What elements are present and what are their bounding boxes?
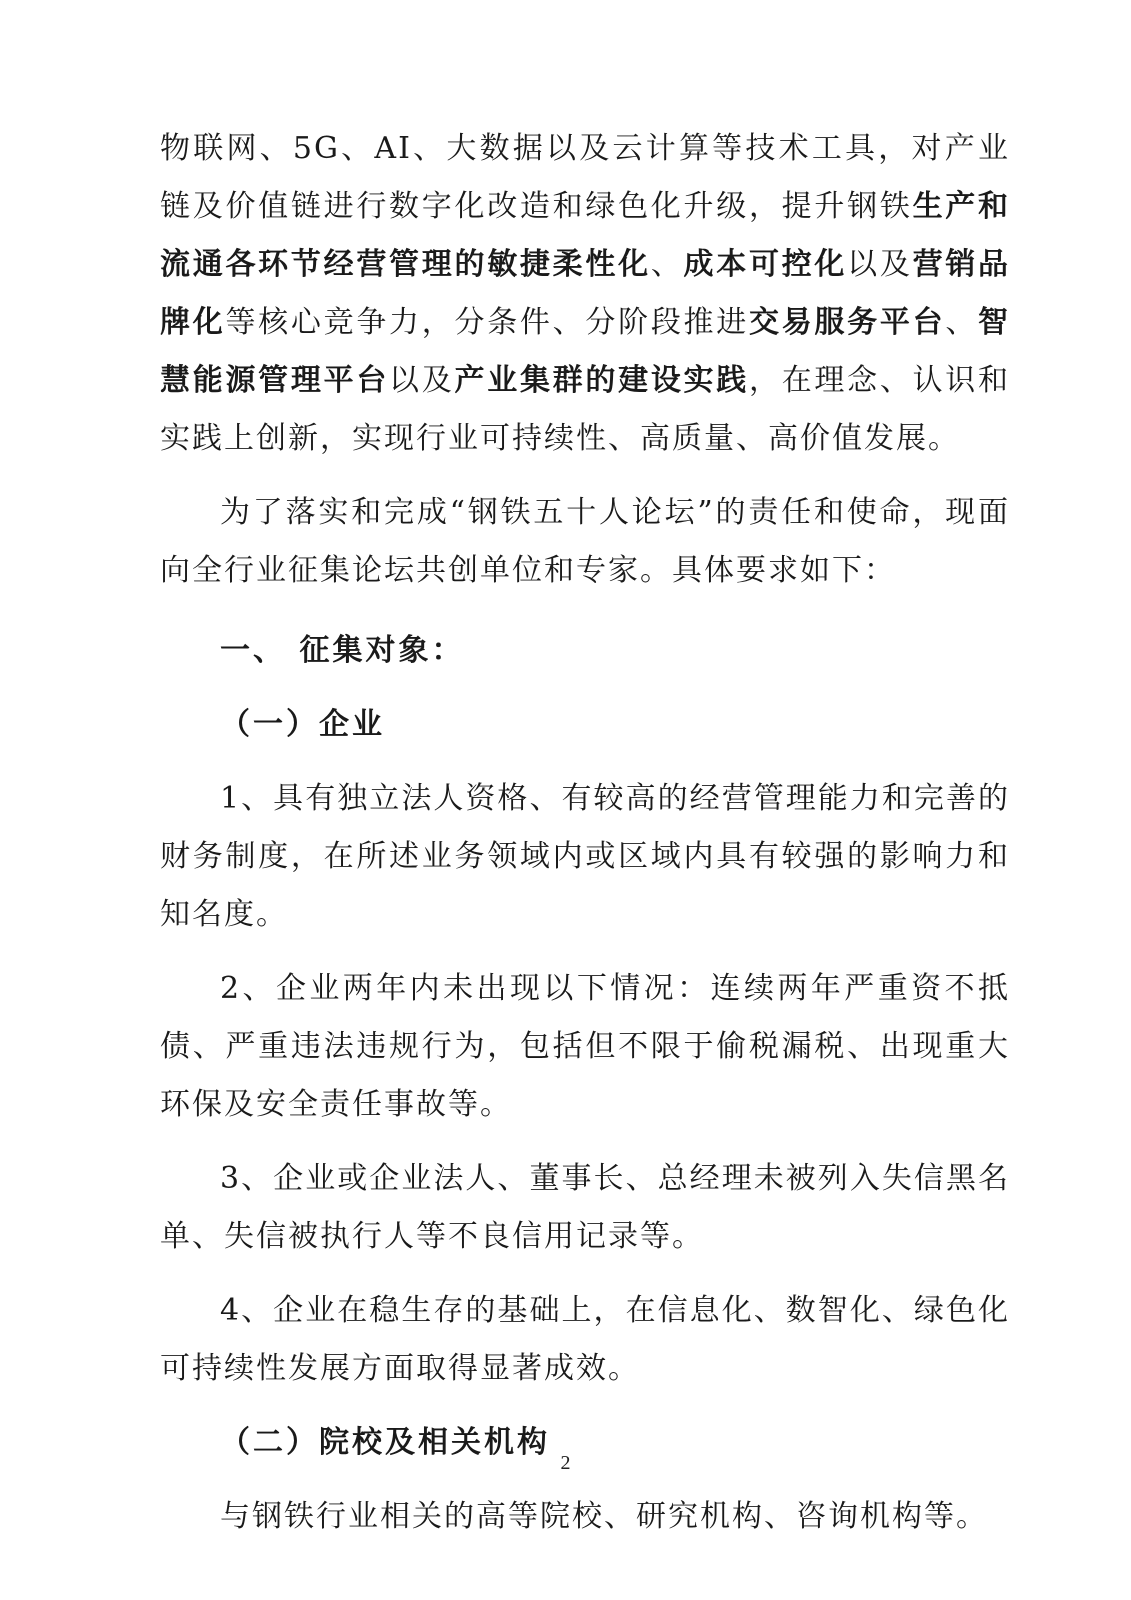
intro-bold-4: 交易服务平台	[748, 305, 946, 340]
subsection-heading-institutions: （二）院校及相关机构	[220, 1425, 550, 1460]
requirement-item-4: 4、企业在稳生存的基础上，在信息化、数智化、绿色化可持续性发展方面取得显著成效。	[160, 1293, 1010, 1386]
spacer	[160, 1398, 1010, 1414]
intro-text-4: 等核心竞争力，分条件、分阶段推进	[225, 305, 749, 340]
intro-text-5: 、	[945, 305, 979, 340]
institutions-paragraph: 与钢铁行业相关的高等院校、研究机构、咨询机构等。	[220, 1499, 988, 1534]
intro-text-1: 物联网、5G、AI、大数据以及云计算等技术工具，对产业链及价值链进行数字化改造和绿色化升级，提升钢铁	[160, 131, 1010, 224]
intro-text-7: ，在理念、认识和实践上创新，实现行业可持续性、高质量、高价值发展。	[160, 363, 1011, 456]
requirement-item-2: 2、企业两年内未出现以下情况：连续两年严重资不抵债、严重违法违规行为，包括但不限于偷税漏税、出现重大环保及安全责任事故等。	[160, 971, 1010, 1122]
document-body	[160, 120, 1010, 1546]
intro-paragraph	[160, 120, 1010, 468]
requirement-item-3: 3、企业或企业法人、董事长、总经理未被列入失信黑名单、失信被执行人等不良信用记录等。	[160, 1161, 1010, 1254]
section-heading-collection-targets: 一、 征集对象：	[220, 633, 465, 668]
purpose-paragraph: 为了落实和完成“钢铁五十人论坛”的责任和使命，现面向全行业征集论坛共创单位和专家。具体要求如下：	[160, 495, 1010, 588]
intro-bold-5: 智慧能源管理平台	[160, 305, 1011, 398]
intro-bold-3: 营销品牌化	[160, 247, 1011, 340]
spacer	[160, 944, 1010, 960]
subsection-heading-enterprises: （一）企业	[220, 707, 385, 742]
intro-bold-1: 生产和流通各环节经营管理的敏捷柔性化	[160, 189, 1011, 282]
intro-text-3: 以及	[847, 247, 913, 282]
spacer	[160, 680, 1010, 696]
intro-text-6: 以及	[389, 363, 455, 398]
intro-text-2: 、	[650, 247, 684, 282]
spacer	[160, 1134, 1010, 1150]
spacer	[160, 754, 1010, 770]
intro-bold-6: 产业集群的建设实践	[454, 363, 749, 398]
spacer	[160, 468, 1010, 484]
intro-bold-2: 成本可控化	[683, 247, 848, 282]
page-number: 2	[560, 1452, 571, 1474]
spacer	[160, 1266, 1010, 1282]
spacer	[160, 600, 1010, 622]
requirement-item-1: 1、具有独立法人资格、有较高的经营管理能力和完善的财务制度，在所述业务领域内或区域内具有较强的影响力和知名度。	[160, 781, 1010, 932]
